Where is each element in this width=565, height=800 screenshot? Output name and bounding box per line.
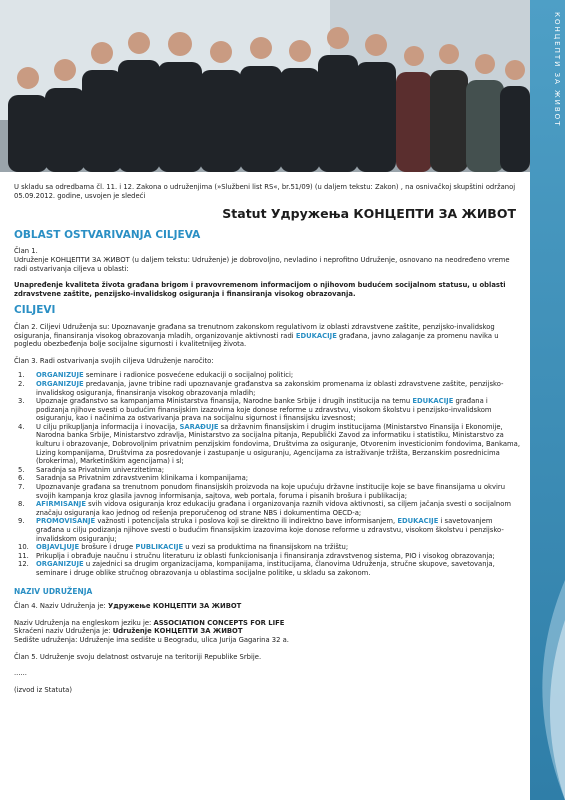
list-item: 4. U cilju prikupljanja informacija i inovacija, SARAĐUJE sa državnim finansijskim i drugim institucijama (Ministarstvo Finansija i Ekonomije, Narodna banka Srbije, Ministarstvo zdravlja, Ministarstvo za socijalna pitanja, Republički Zavod za informatiku i statistiku, Ministarstvo za kulturu i obrazovanje, Dobrovoljnim privatnim penzijskim fondovima, Društvima za osiguranje, Otvorenim investicionim fondovima, Bankama, Lizing kompanijama, Društvima za posredovanje i zastupanje u osiguranju, Agencijama za istraživanje tržišta, Berzanskim posrednicima (brokerima), Marketinškim agencijama) i sl; — [18, 422, 521, 466]
ellipsis: ...... — [14, 669, 27, 678]
association-name: Удружење КОНЦЕПТИ ЗА ЖИВОТ — [108, 602, 242, 611]
list-item-number: 11. — [18, 551, 29, 560]
list-item-number: 10. — [18, 543, 29, 552]
list-item-number: 9. — [18, 517, 25, 526]
list-item-number: 8. — [18, 500, 25, 509]
clan1-label: Član 1. — [14, 247, 38, 256]
group-photo-illustration — [0, 0, 530, 172]
clan4-text: Član 4. Naziv Udruženja je: Удружење КОНЦЕПТИ ЗА ЖИВОТ — [14, 602, 242, 611]
highlight-keyword: AFIRMISANJE — [36, 500, 86, 509]
goals-list — [14, 371, 520, 577]
list-item: 5. Saradnja sa Privatnim univerzitetima; — [18, 465, 165, 474]
highlight-keyword: SARAĐUJE — [179, 422, 219, 431]
list-item: 9. PROMOVISANJE važnosti i potencijala struka i poslova koji se direktno ili indirektno bave informisanjem, EDUKACIJE i savetovanjem građana u cilju podizanja njihove svesti o budućim finansijskim izazovima koje donose reforme u zdravstvu, visokom školstvu i penzijsko-invalidskom osiguranju; — [18, 517, 504, 543]
sidebar-band — [530, 0, 565, 800]
highlight-keyword: PROMOVISANJE — [36, 517, 96, 526]
section-heading-goals: CILJEVI — [14, 304, 56, 317]
list-item-number: 4. — [18, 422, 25, 431]
highlight-keyword: OBJAVLJUJE — [36, 543, 80, 552]
list-item-number: 12. — [18, 560, 29, 569]
statute-document — [14, 183, 520, 694]
highlight-keyword: EDUKACIJE — [412, 397, 454, 406]
highlight-keyword: PUBLIKACIJE — [135, 543, 184, 552]
list-item: 10. OBJAVLJUJE brošure i druge PUBLIKACIJE u vezi sa produktima na finansijskom na tržištu; — [18, 543, 349, 552]
highlight-keyword: EDUKACIJE — [295, 331, 337, 340]
swoosh-decoration — [530, 580, 565, 800]
highlight-keyword: ORGANIZUJE — [36, 371, 84, 380]
seat-line: Sedište udruženja: Udruženje ima sedište u Beogradu, ulica Jurija Gagarina 32 a. — [14, 635, 289, 644]
list-item-number: 7. — [18, 483, 25, 492]
list-item-number: 6. — [18, 474, 25, 483]
section-heading-goals-area: OBLAST OSTVARIVANJA CILJEVA — [14, 228, 201, 241]
list-item: 11. Prikuplja i obrađuje naučnu i stručnu literaturu iz oblasti funkcionisanja i finansiranja zdravstvenog sistema, PIO i visokog obrazovanja; — [18, 551, 495, 560]
section-heading-name: NAZIV UDRUŽENJA — [14, 586, 93, 596]
clan5-text: Član 5. Udruženje svoju delatnost ostvaruje na teritoriji Republike Srbije. — [14, 652, 262, 661]
clan1-text: Udruženje КОНЦЕПТИ ЗА ЖИВОТ (u daljem tekstu: Udruženje) je dobrovoljno, nevladino i neprofitno Udruženje, osnovano na neodređeno vreme radi ostvarivanja ciljeva u oblasti: — [14, 255, 510, 273]
list-item-number: 1. — [18, 371, 25, 380]
highlight-keyword: EDUKACIJE — [397, 517, 439, 526]
short-name-line: Skraćeni naziv Udruženja je: Udruženje КОНЦЕПТИ ЗА ЖИВОТ — [14, 627, 243, 636]
list-item-number: 5. — [18, 465, 25, 474]
list-item: 6. Saradnja sa Privatnim zdravstvenim klinikama i kompanijama; — [18, 474, 249, 483]
document-title: Statut Удружења КОНЦЕПТИ ЗА ЖИВОТ — [222, 206, 516, 222]
list-item: 2. ORGANIZUJE predavanja, javne tribine radi upoznavanje građanstva sa zakonskim promenama iz oblasti zdravstvene zaštite, penzijsko-invalidskog osiguranja, finansiranja visokog obrazovanja mladih; — [18, 379, 504, 397]
intro-paragraph: U skladu sa odredbama čl. 11. i 12. Zakona o udruženjima (»Službeni list RS«, br.51/09) (u daljem tekstu: Zakon) , na osnivačkoj skupštini održanoj 05.09.2012. godine, usvojen je sledeći — [14, 183, 516, 200]
list-item-number: 3. — [18, 397, 25, 406]
list-item: 7. Upoznavanje građana sa trenutnom ponudom finansijskih proizvoda na koje upućuju državne institucije koje se bave finansijama u okviru svojih kampanja kroz glasila javnog informisanja, sajtova, web portala, foruma i pisanih brošura i publikacija; — [18, 483, 505, 500]
list-item-number: 2. — [18, 379, 25, 388]
list-item: 3. Upoznaje građanstvo sa kampanjama Ministarstva finansija, Narodne banke Srbije i drugih institucija na temu EDUKACIJE građana i podizanja njihove svesti o budućim finansijskim izazovima koje donose reforme u zdravstvu, visokom školstvu i penzijsko-invalidskom osiguranju, kao i načinima za ostvarivanja prava na socijalnu sigurnost i finansijsku izvesnost; — [18, 397, 492, 423]
list-item: 8. AFIRMISANJE svih vidova osiguranja kroz edukaciju građana i organizovanja raznih vidova aktivnosti, sa ciljem jačanja svesti o socijalnom značaju osiguranja kao jednog od rešenja preporučenog od strane NBS i dokumentima OECD-a; — [18, 500, 511, 517]
list-item: 1. ORGANIZUJE seminare i radionice posvećene edukaciji o socijalnoj politici; — [18, 371, 294, 380]
short-name: Udruženje КОНЦЕПТИ ЗА ЖИВОТ — [112, 627, 243, 636]
highlight-keyword: ORGANIZUJE — [36, 379, 84, 388]
statute-excerpt-note: (izvod iz Statuta) — [14, 685, 72, 694]
clan2-text: Član 2. Ciljevi Udruženja su: Upoznavanje građana sa trenutnom zakonskom regulativom iz oblasti zdravstvene zaštite, penzijsko-invalidskog osiguranja, finansiranja visokog obrazovanja mladih, organizovanje aktivnosti radi EDUKACIJE građana, javno zalaganje za promenu navika u pogledu obezbeđenja bolje socijalne sigurnosti i kvalitetnijeg života. — [14, 322, 499, 349]
english-name: ASSOCIATION CONCEPTS FOR LIFE — [153, 618, 285, 627]
list-item: 12. ORGANIZUJE u zajednici sa drugim organizacijama, kompanijama, institucijama, članovima Udruženja, stručne skupove, savetovanja, seminare i druge oblike stručnog obrazovanja u oblastima socijalne politike, u skladu sa zakonom. — [18, 560, 495, 577]
clan1-bold-text: Unapređenje kvaliteta života građana brigom i pravovremenom informacijom o njihovom budućem socijalnom statusu, u oblasti zdravstvene zaštite, penzijsko-invalidskog osiguranja i finansiranja visokog obrazovanja. — [14, 281, 506, 298]
sidebar-title: КОНЦЕПТИ ЗА ЖИВОТ — [553, 12, 561, 128]
english-name-line: Naziv Udruženja na engleskom jeziku je: ASSOCIATION CONCEPTS FOR LIFE — [14, 618, 285, 627]
highlight-keyword: ORGANIZUJE — [36, 560, 84, 569]
clan3-text: Član 3. Radi ostvarivanja svojih ciljeva Udruženje naročito: — [14, 356, 214, 365]
group-photo — [0, 0, 530, 172]
